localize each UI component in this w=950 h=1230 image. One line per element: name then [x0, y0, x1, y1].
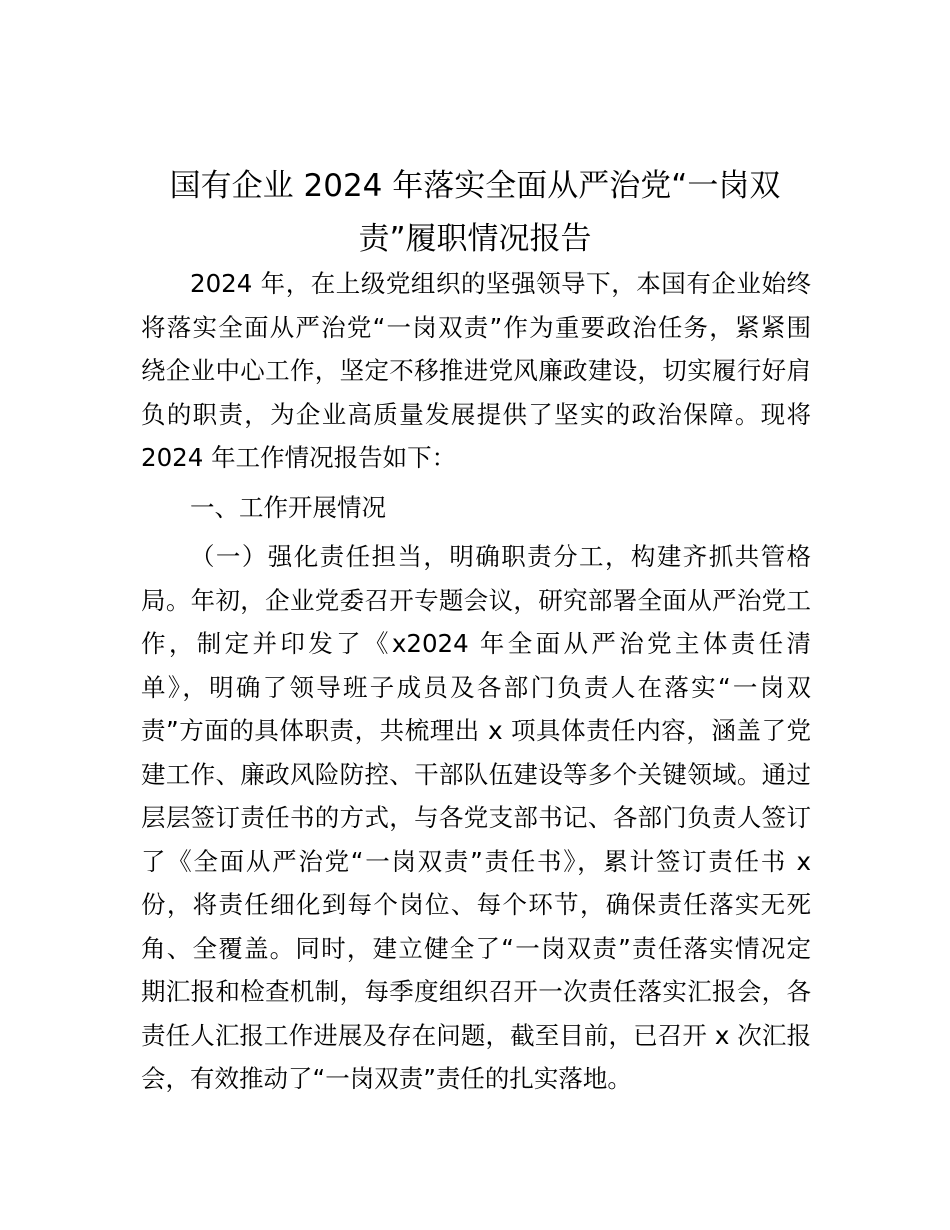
- paragraph-line: 作，制定并印发了《x2024 年全面从严治党主体责任清: [141, 629, 811, 658]
- intro-paragraph: [141, 262, 811, 480]
- paragraph-line: 了《全面从严治党“一岗双责”责任书》，累计签订责任书 x: [141, 846, 811, 876]
- paragraph-line: （一）强化责任担当，明确职责分工，构建齐抓共管格: [190, 542, 811, 571]
- paragraph-line: 会，有效推动了“一岗双责”责任的扎实落地。: [141, 1064, 632, 1093]
- paragraph-line: 将落实全面从严治党“一岗双责”作为重要政治任务，紧紧围: [141, 312, 811, 342]
- paragraph-line: 负的职责，为企业高质量发展提供了坚实的政治保障。现将: [141, 399, 811, 429]
- document-body: [141, 262, 811, 1101]
- paragraph-line: 2024 年工作情况报告如下：: [141, 443, 457, 472]
- paragraph-line: 份，将责任细化到每个岗位、每个环节，确保责任落实无死: [141, 890, 811, 919]
- paragraph-line: 建工作、廉政风险防控、干部队伍建设等多个关键领域。通过: [141, 759, 811, 789]
- section-heading: 一、工作开展情况: [190, 492, 386, 522]
- document-title: [140, 160, 810, 266]
- subsection-paragraph: [141, 535, 811, 1101]
- paragraph-line: 局。年初，企业党委召开专题会议，研究部署全面从严治党工: [141, 585, 811, 615]
- paragraph-line: 角、全覆盖。同时，建立健全了“一岗双责”责任落实情况定: [141, 933, 811, 963]
- paragraph-line: 责”方面的具体职责，共梳理出 x 项具体责任内容，涵盖了党: [141, 716, 811, 745]
- paragraph-line: 绕企业中心工作，坚定不移推进党风廉政建设，切实履行好肩: [141, 356, 811, 385]
- title-line-1: 国有企业 2024 年落实全面从严治党“一岗双: [169, 168, 781, 204]
- paragraph-line: 2024 年，在上级党组织的坚强领导下，本国有企业始终: [190, 269, 811, 298]
- paragraph-line: 层层签订责任书的方式，与各党支部书记、各部门负责人签订: [141, 803, 811, 832]
- title-line-2: 责”履职情况报告: [358, 221, 592, 257]
- paragraph-line: 单》，明确了领导班子成员及各部门负责人在落实“一岗双: [141, 672, 811, 702]
- paragraph-line: 期汇报和检查机制，每季度组织召开一次责任落实汇报会，各: [141, 977, 811, 1006]
- paragraph-line: 责任人汇报工作进展及存在问题，截至目前，已召开 x 次汇报: [141, 1020, 811, 1050]
